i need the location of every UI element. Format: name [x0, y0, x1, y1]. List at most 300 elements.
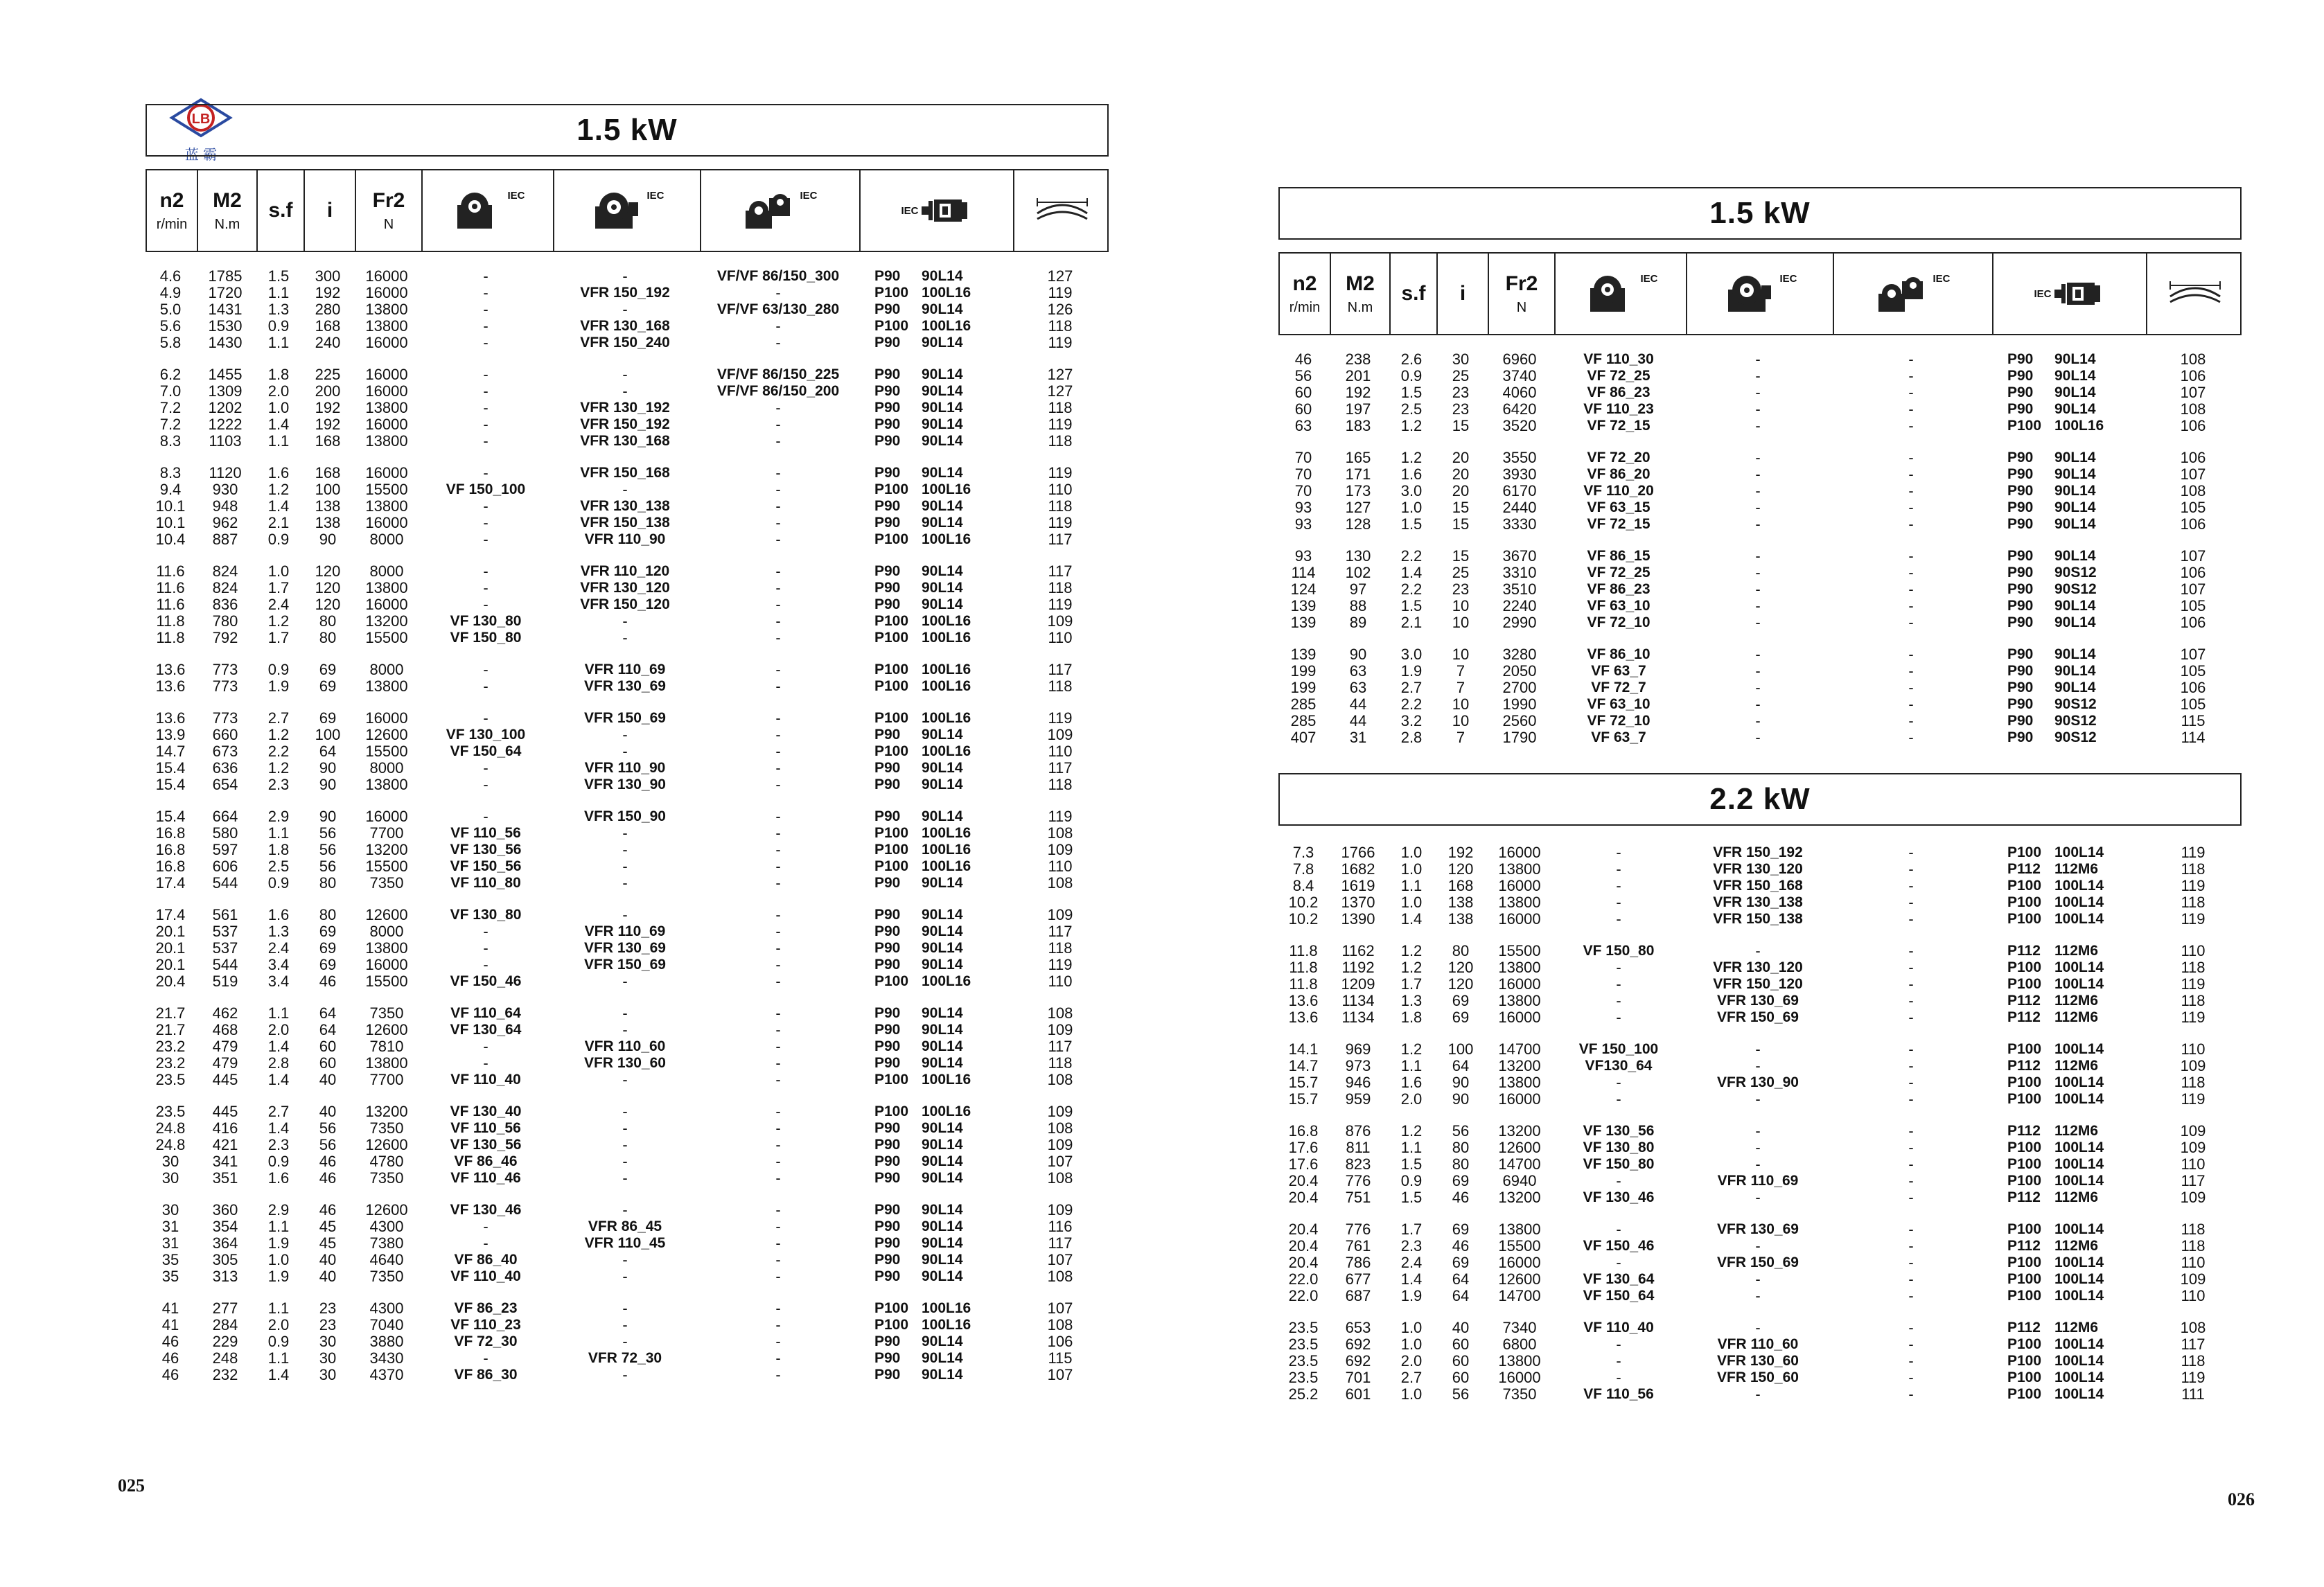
table-cell: 1.9 [1400, 1287, 1423, 1304]
table-cell: 100L16 [922, 842, 971, 858]
table-cell: 70 [1294, 449, 1312, 466]
table-cell: - [1755, 1319, 1761, 1336]
table-cell: 90 [1452, 1074, 1470, 1091]
table-cell: 2.3 [267, 1136, 290, 1153]
table-row [146, 514, 1109, 531]
table-cell: 2.3 [267, 776, 290, 793]
table-cell: 1.4 [1400, 910, 1423, 928]
table-cell: - [483, 531, 488, 548]
table-cell: P90 [874, 1252, 901, 1268]
table-cell: P90 [2007, 351, 2034, 367]
table-cell: - [622, 267, 628, 285]
table-cell: VF 72_25 [1587, 565, 1650, 580]
table-cell: 90S12 [2054, 713, 2097, 729]
table-cell: 11.8 [1289, 959, 1318, 976]
table-cell: 192 [315, 284, 341, 301]
table-row [1278, 1189, 2242, 1205]
table-cell: - [1755, 499, 1761, 516]
table-cell: 112M6 [2054, 943, 2099, 959]
table-cell: 15.4 [155, 759, 186, 777]
table-cell: 199 [1290, 662, 1317, 680]
table-cell: 537 [212, 923, 238, 940]
table-cell: 10.2 [1288, 894, 1319, 911]
table-row [146, 726, 1109, 743]
table-cell: 60 [1452, 1336, 1470, 1353]
table-cell: 40 [319, 1251, 337, 1268]
table-cell: 519 [212, 973, 238, 990]
table-cell: 107 [1047, 1251, 1073, 1268]
table-row [1278, 695, 2242, 712]
table-cell: - [775, 1071, 781, 1088]
left-page [146, 104, 1109, 1383]
table-row [1278, 1221, 2242, 1237]
table-cell: 13800 [365, 301, 408, 318]
table-cell: - [1908, 1074, 1914, 1091]
row-group [1278, 547, 2242, 630]
table-cell: 90L14 [2054, 450, 2096, 466]
table-cell: 677 [1345, 1270, 1371, 1288]
table-cell: - [775, 1038, 781, 1055]
header-unit: N.m [214, 216, 240, 232]
table-cell: 2.0 [267, 1316, 290, 1333]
table-cell: 1.1 [267, 1218, 290, 1235]
table-cell: 69 [319, 677, 337, 695]
table-cell: 4370 [369, 1366, 404, 1383]
table-cell: 2440 [1502, 499, 1537, 516]
table-cell: VFR 130_60 [584, 1055, 666, 1071]
table-cell: 3740 [1502, 367, 1537, 384]
header-cell-9 [2146, 254, 2243, 334]
table-cell: VF 130_56 [1583, 1123, 1655, 1139]
table-cell: 25 [1452, 564, 1470, 581]
table-cell: 22.0 [1288, 1270, 1319, 1288]
table-cell: P90 [874, 1120, 901, 1136]
table-cell: - [622, 743, 628, 760]
table-cell: 1.3 [1400, 992, 1423, 1009]
table-cell: P90 [874, 1137, 901, 1153]
table-cell: 30 [319, 1366, 337, 1383]
table-cell: VF 72_7 [1591, 680, 1646, 695]
table-cell: VF 63_10 [1587, 696, 1650, 712]
table-cell: P100 [2007, 1140, 2042, 1155]
table-cell: 90L14 [922, 1170, 963, 1186]
table-cell: 13200 [365, 1103, 408, 1120]
table-cell: - [775, 464, 781, 481]
table-cell: - [775, 677, 781, 695]
table-cell: VF 72_10 [1587, 713, 1650, 729]
table-cell: 20 [1452, 482, 1470, 499]
table-cell: VF 72_15 [1587, 418, 1650, 434]
table-cell: 544 [212, 956, 238, 973]
table-cell: 118 [2181, 1221, 2206, 1238]
table-cell: 192 [1345, 384, 1371, 401]
table-cell: 107 [1047, 1153, 1073, 1170]
table-cell: 80 [319, 629, 337, 646]
table-cell: 10 [1452, 695, 1470, 713]
table-cell: 168 [315, 464, 341, 481]
table-cell: 4640 [369, 1251, 404, 1268]
table-cell: VF 150_56 [450, 858, 522, 874]
table-cell: VFR 150_120 [1713, 976, 1803, 992]
table-cell: VFR 110_69 [584, 923, 666, 939]
table-cell: 17.4 [155, 874, 186, 892]
table-cell: 64 [1452, 1057, 1470, 1074]
table-cell: - [1616, 992, 1621, 1009]
table-cell: VFR 130_192 [580, 400, 670, 416]
table-cell: 192 [1447, 844, 1474, 861]
table-cell: 2.7 [1400, 679, 1423, 696]
table-cell: 12600 [365, 906, 408, 923]
table-row [146, 464, 1109, 481]
table-cell: 16000 [1498, 975, 1541, 993]
brand-logo-text: LB [191, 112, 211, 127]
table-cell: P100 [874, 1103, 909, 1119]
table-cell: 118 [2181, 1074, 2206, 1091]
table-header [1278, 252, 2242, 335]
table-cell: 16000 [1498, 877, 1541, 894]
table-row [146, 1103, 1109, 1119]
table-cell: VF 130_80 [450, 907, 522, 923]
table-cell: 479 [212, 1038, 238, 1055]
table-cell: P100 [2007, 1091, 2042, 1107]
table-row [1278, 614, 2242, 630]
table-cell: VF 86_15 [1587, 548, 1650, 564]
table-cell: 56 [319, 824, 337, 842]
table-cell: 7380 [369, 1234, 404, 1252]
table-cell: 653 [1345, 1319, 1371, 1336]
table-cell: 90L14 [922, 580, 963, 596]
table-cell: 1.4 [267, 416, 290, 433]
table-cell: 0.9 [267, 661, 290, 678]
table-cell: 35 [161, 1268, 179, 1285]
table-cell: 1682 [1341, 860, 1375, 878]
table-cell: VF 150_100 [1578, 1041, 1659, 1057]
table-cell: 90L14 [922, 727, 963, 743]
table-cell: 1390 [1341, 910, 1375, 928]
table-row [146, 841, 1109, 858]
table-cell: - [1908, 1172, 1914, 1189]
table-cell: 284 [212, 1316, 238, 1333]
table-cell: 90L14 [922, 301, 963, 317]
table-cell: 110 [2181, 942, 2206, 959]
table-cell: 23 [1452, 580, 1470, 598]
table-cell: P100 [874, 531, 909, 547]
table-cell: 8000 [369, 759, 404, 777]
table-cell: VF 86_23 [1587, 581, 1650, 597]
table-cell: VF/VF 86/150_200 [716, 383, 840, 399]
table-cell: - [775, 1218, 781, 1235]
table-cell: 90L14 [2054, 483, 2096, 499]
table-cell: 15500 [1498, 942, 1541, 959]
table-cell: - [775, 973, 781, 990]
table-row [146, 1234, 1109, 1251]
table-row [146, 858, 1109, 874]
table-cell: 16000 [1498, 844, 1541, 861]
table-cell: 118 [2181, 1237, 2206, 1254]
table-cell: - [1908, 466, 1914, 483]
row-group [146, 1004, 1109, 1088]
table-cell: - [775, 776, 781, 793]
table-cell: 60 [1452, 1352, 1470, 1369]
table-cell: 90L14 [922, 760, 963, 776]
table-cell: 1.2 [1400, 942, 1423, 959]
table-cell: 2240 [1502, 597, 1537, 614]
table-cell: P90 [874, 383, 901, 399]
table-cell: 21.7 [155, 1004, 186, 1022]
table-cell: 117 [1048, 562, 1073, 580]
table-cell: 0.9 [267, 1333, 290, 1350]
table-cell: 118 [1048, 939, 1073, 957]
table-cell: 168 [315, 432, 341, 450]
table-row [146, 1169, 1109, 1186]
table-cell: 1.6 [1400, 466, 1423, 483]
table-cell: 7 [1456, 679, 1465, 696]
table-cell: 100L14 [2054, 1254, 2104, 1270]
table-cell: - [1616, 1352, 1621, 1369]
table-cell: 13800 [365, 1054, 408, 1072]
table-cell: 664 [212, 808, 238, 825]
table-cell: 6170 [1502, 482, 1537, 499]
table-cell: P100 [2007, 1254, 2042, 1270]
table-cell: 13800 [365, 579, 408, 596]
table-cell: 90L14 [922, 433, 963, 449]
table-cell: P100 [874, 710, 909, 726]
table-cell: 106 [2180, 564, 2206, 581]
header-unit: N [383, 216, 394, 232]
table-cell: P90 [2007, 450, 2034, 466]
table-cell: 127 [1047, 382, 1073, 400]
table-cell: 128 [1345, 515, 1371, 533]
table-cell: - [483, 709, 488, 727]
table-cell: P100 [2007, 911, 2042, 927]
table-cell: 23.5 [155, 1103, 186, 1120]
table-cell: 105 [2180, 597, 2206, 614]
table-cell: 117 [1048, 759, 1073, 777]
header-cell-6 [553, 170, 700, 251]
table-cell: - [1908, 1057, 1914, 1074]
row-group [146, 808, 1109, 891]
table-cell: 23.2 [155, 1054, 186, 1072]
table-cell: 10.1 [155, 497, 186, 515]
table-cell: 1.0 [267, 1251, 290, 1268]
table-cell: 13.6 [1288, 992, 1319, 1009]
table-cell: - [775, 906, 781, 923]
table-cell: 100L16 [922, 662, 971, 677]
table-cell: 773 [212, 677, 238, 695]
table-cell: 139 [1290, 597, 1317, 614]
table-cell: 13800 [365, 776, 408, 793]
table-cell: 780 [212, 612, 238, 630]
table-cell: 1309 [208, 382, 243, 400]
table-row [146, 1268, 1109, 1284]
table-cell: 192 [315, 399, 341, 416]
shaft-dimension-icon [1035, 190, 1090, 231]
table-cell: 109 [2180, 1270, 2206, 1288]
table-cell: - [775, 1169, 781, 1187]
table-cell: 14.7 [1288, 1057, 1319, 1074]
table-cell: 2.9 [267, 808, 290, 825]
table-cell: 127 [1047, 267, 1073, 285]
table-cell: 100L14 [2054, 1386, 2104, 1402]
table-cell: 5.8 [159, 334, 182, 351]
table-cell: - [1755, 1122, 1761, 1140]
table-cell: 280 [315, 301, 341, 318]
table-cell: 580 [212, 824, 238, 842]
table-cell: 2.2 [267, 743, 290, 760]
table-cell: VF 63_15 [1587, 499, 1650, 515]
table-cell: P90 [874, 1055, 901, 1071]
table-cell: 1.0 [267, 399, 290, 416]
table-cell: - [1908, 449, 1914, 466]
table-row [146, 759, 1109, 776]
table-cell: - [775, 284, 781, 301]
table-cell: 100L14 [2054, 878, 2104, 894]
table-cell: 0.9 [1400, 367, 1423, 384]
header-cell-3 [1436, 254, 1488, 334]
table-cell: P100 [2007, 1041, 2042, 1057]
table-row [146, 612, 1109, 629]
table-cell: - [1616, 975, 1621, 993]
table-cell: VFR 130_120 [1713, 959, 1803, 975]
table-cell: 100L14 [2054, 1221, 2104, 1237]
table-cell: VFR 86_45 [588, 1218, 662, 1234]
table-cell: 112M6 [2054, 993, 2099, 1009]
table-cell: - [1616, 894, 1621, 911]
table-cell: VF 130_40 [450, 1103, 522, 1119]
table-cell: 23 [319, 1316, 337, 1333]
table-cell: VFR 110_60 [584, 1038, 666, 1054]
table-cell: 229 [212, 1333, 238, 1350]
table-row [1278, 400, 2242, 417]
table-cell: 1.6 [267, 906, 290, 923]
table-cell: 119 [2181, 1090, 2206, 1108]
table-row [1278, 580, 2242, 597]
table-cell: 108 [1047, 1119, 1073, 1137]
table-cell: P100 [874, 842, 909, 858]
table-cell: 100L14 [2054, 1353, 2104, 1369]
table-cell: - [1755, 729, 1761, 746]
table-cell: 1.1 [267, 824, 290, 842]
table-row [146, 1054, 1109, 1071]
table-cell: 109 [1047, 906, 1073, 923]
table-cell: 105 [2180, 499, 2206, 516]
table-cell: 761 [1345, 1237, 1371, 1254]
table-cell: 138 [315, 514, 341, 531]
table-cell: 90S12 [2054, 565, 2097, 580]
table-cell: - [1908, 1040, 1914, 1058]
table-row [146, 1004, 1109, 1021]
table-cell: 100L14 [2054, 1074, 2104, 1090]
table-row [146, 579, 1109, 596]
row-group [1278, 449, 2242, 532]
table-cell: VFR 130_120 [1713, 861, 1803, 877]
table-cell: 364 [212, 1234, 238, 1252]
table-cell: - [622, 1201, 628, 1218]
table-cell: 4300 [369, 1218, 404, 1235]
table-cell: 24.8 [155, 1136, 186, 1153]
iec-label: IEC [800, 190, 818, 202]
table-cell: 90S12 [2054, 581, 2097, 597]
table-cell: 14700 [1498, 1040, 1541, 1058]
table-cell: 10 [1452, 646, 1470, 663]
table-cell: - [1908, 1270, 1914, 1288]
table-cell: - [1755, 1139, 1761, 1156]
table-cell: 1455 [208, 366, 243, 383]
table-cell: 90L14 [922, 957, 963, 973]
table-cell: 16000 [1498, 910, 1541, 928]
table-cell: - [775, 939, 781, 957]
table-cell: - [1755, 1385, 1761, 1403]
table-cell: - [1616, 1090, 1621, 1108]
table-cell: VFR 130_69 [584, 940, 666, 956]
table-cell: 93 [1294, 499, 1312, 516]
table-cell: - [1616, 1254, 1621, 1271]
table-cell: - [1908, 1155, 1914, 1173]
table-row [1278, 482, 2242, 499]
table-cell: 108 [1047, 1169, 1073, 1187]
table-cell: 119 [1048, 514, 1073, 531]
table-cell: P90 [2007, 663, 2034, 679]
table-cell: 1.6 [1400, 1074, 1423, 1091]
table-cell: 15500 [365, 629, 408, 646]
table-cell: 97 [1349, 580, 1367, 598]
table-cell: 120 [315, 579, 341, 596]
table-cell: - [1616, 1074, 1621, 1091]
header-label: s.f [1401, 282, 1426, 305]
right-page [1278, 187, 2242, 1402]
shaft-dimension-icon [2167, 273, 2223, 314]
table-cell: 106 [2180, 417, 2206, 434]
table-cell: 16000 [365, 514, 408, 531]
table-cell: 90 [319, 759, 337, 777]
table-cell: 1.6 [267, 1169, 290, 1187]
table-cell: - [1755, 547, 1761, 565]
table-cell: P90 [874, 1170, 901, 1186]
table-cell: 1.0 [1400, 1319, 1423, 1336]
table-cell: 16000 [365, 416, 408, 433]
table-cell: - [622, 824, 628, 842]
table-cell: 15.7 [1288, 1090, 1319, 1108]
table-cell: - [1755, 679, 1761, 696]
table-row [1278, 1369, 2242, 1385]
table-cell: P100 [2007, 1271, 2042, 1287]
iec-label: IEC [646, 190, 664, 202]
table-cell: 90L14 [922, 400, 963, 416]
table-cell: VF 130_80 [1583, 1140, 1655, 1155]
table-cell: 773 [212, 709, 238, 727]
table-cell: - [775, 1333, 781, 1350]
page-number-right: 026 [2228, 1489, 2255, 1509]
table-cell: 20.4 [1288, 1189, 1319, 1206]
table-cell: 105 [2180, 662, 2206, 680]
table-cell: - [483, 1349, 488, 1367]
table-cell: 407 [1290, 729, 1317, 746]
table-cell: P100 [2007, 1156, 2042, 1172]
table-cell: - [622, 366, 628, 383]
table-cell: 118 [1048, 399, 1073, 416]
table-cell: 13.9 [155, 726, 186, 743]
table-cell: 962 [212, 514, 238, 531]
table-cell: 100L16 [922, 318, 971, 334]
table-cell: 90L14 [922, 1367, 963, 1383]
table-cell: 16000 [365, 596, 408, 613]
table-cell: 2.5 [267, 858, 290, 875]
table-cell: 90L14 [922, 335, 963, 351]
table-cell: 2.2 [1400, 580, 1423, 598]
table-cell: 118 [1048, 432, 1073, 450]
table-cell: 107 [2180, 580, 2206, 598]
table-cell: 16.8 [1288, 1122, 1319, 1140]
